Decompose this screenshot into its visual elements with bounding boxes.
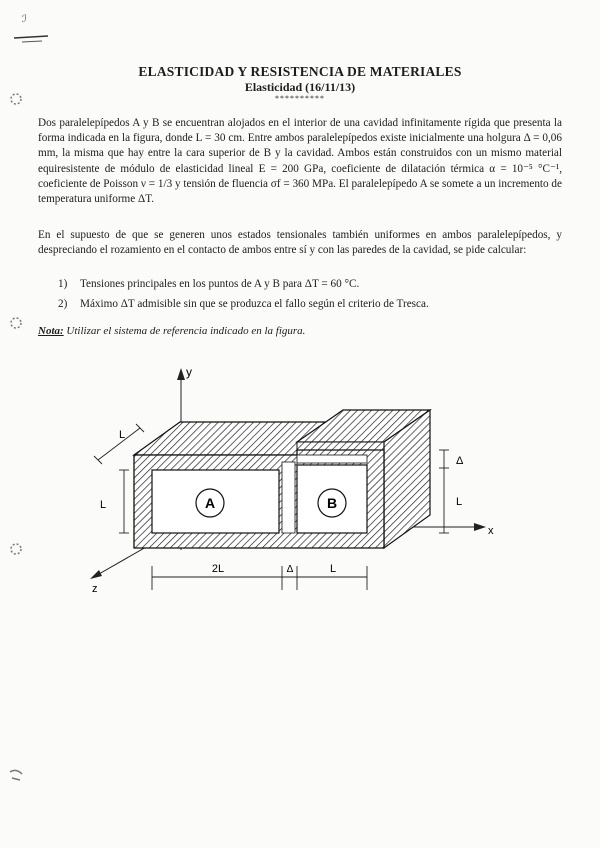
label-A: A: [204, 495, 216, 511]
dim-left-label: L: [100, 499, 107, 511]
label-B: B: [326, 495, 338, 511]
gap-top-B: [297, 455, 367, 463]
z-axis-label: z: [92, 583, 98, 595]
note-label: Nota:: [38, 325, 64, 337]
dim-right-delta-label: Δ: [456, 455, 464, 467]
title-separator: **********: [275, 94, 325, 103]
question-text: Tensiones principales en los puntos de A y B para ΔT = 60 °C.: [80, 278, 360, 290]
cavity-step-front: [297, 442, 384, 450]
z-axis-arrow: [90, 570, 102, 579]
y-axis-label: y: [186, 365, 192, 379]
question-item-2: [58, 298, 558, 310]
dim-bottom-L-label: L: [329, 563, 337, 575]
x-axis-label: x: [488, 525, 494, 537]
dim-depth-label: L: [119, 429, 126, 441]
x-axis-arrow: [474, 523, 486, 531]
y-axis-arrow: [177, 368, 185, 380]
cavity-figure: [0, 350, 600, 610]
question-text: Máximo ΔT admisible sin que se produzca el fallo según el criterio de Tresca.: [80, 298, 429, 310]
punch-hole-mark: [6, 312, 26, 334]
dim-depth-tick: [94, 456, 102, 464]
question-number: 1): [58, 278, 68, 290]
margin-mark: ℐ: [22, 14, 27, 25]
question-item-1: [58, 278, 558, 290]
question-number: 2): [58, 298, 68, 310]
dim-right-label: L: [456, 496, 463, 508]
note-text: Utilizar el sistema de referencia indicado en la figura.: [63, 325, 306, 337]
dim-depth-tick: [136, 424, 144, 432]
margin-scribble: [12, 26, 52, 46]
problem-statement: Dos paralelepípedos A y B se encuentran alojados en el interior de una cavidad infinitamente rígida que presenta la forma indicada en la figura, donde L = 30 cm. Entre ambos paralelepípedos existe inicialmente una holgura Δ = 0,06 mm, la misma que hay entre la cara superior de B y la cavidad. Ambos están construidos con un mismo material equiresistente de módulo de elasticidad lineal E = 200 GPa, coeficiente de dilatación térmica α = 10⁻⁵ °C⁻¹, coeficiente de Poisson ν = 1/3 y tensión de fluencia σf = 360 MPa. El paralelepípedo A se somete a un incremento de temperatura uniforme ΔT.: [38, 117, 562, 206]
dim-bottom-2L-label: 2L: [211, 563, 225, 575]
dim-bottom-delta-label: Δ: [286, 564, 294, 575]
document-subtitle: Elasticidad (16/11/13): [244, 80, 356, 94]
punch-hole-mark: [6, 764, 26, 786]
document-title: ELASTICIDAD Y RESISTENCIA DE MATERIALES: [138, 64, 462, 79]
gap-delta: [282, 462, 295, 533]
note: [38, 325, 305, 337]
problem-question: En el supuesto de que se generen unos estados tensionales también uniformes en ambos paralelepípedos, y despreciando el rozamiento en el contacto de ambos entre sí y con las paredes de la cavidad, se pide calcular:: [38, 229, 562, 257]
